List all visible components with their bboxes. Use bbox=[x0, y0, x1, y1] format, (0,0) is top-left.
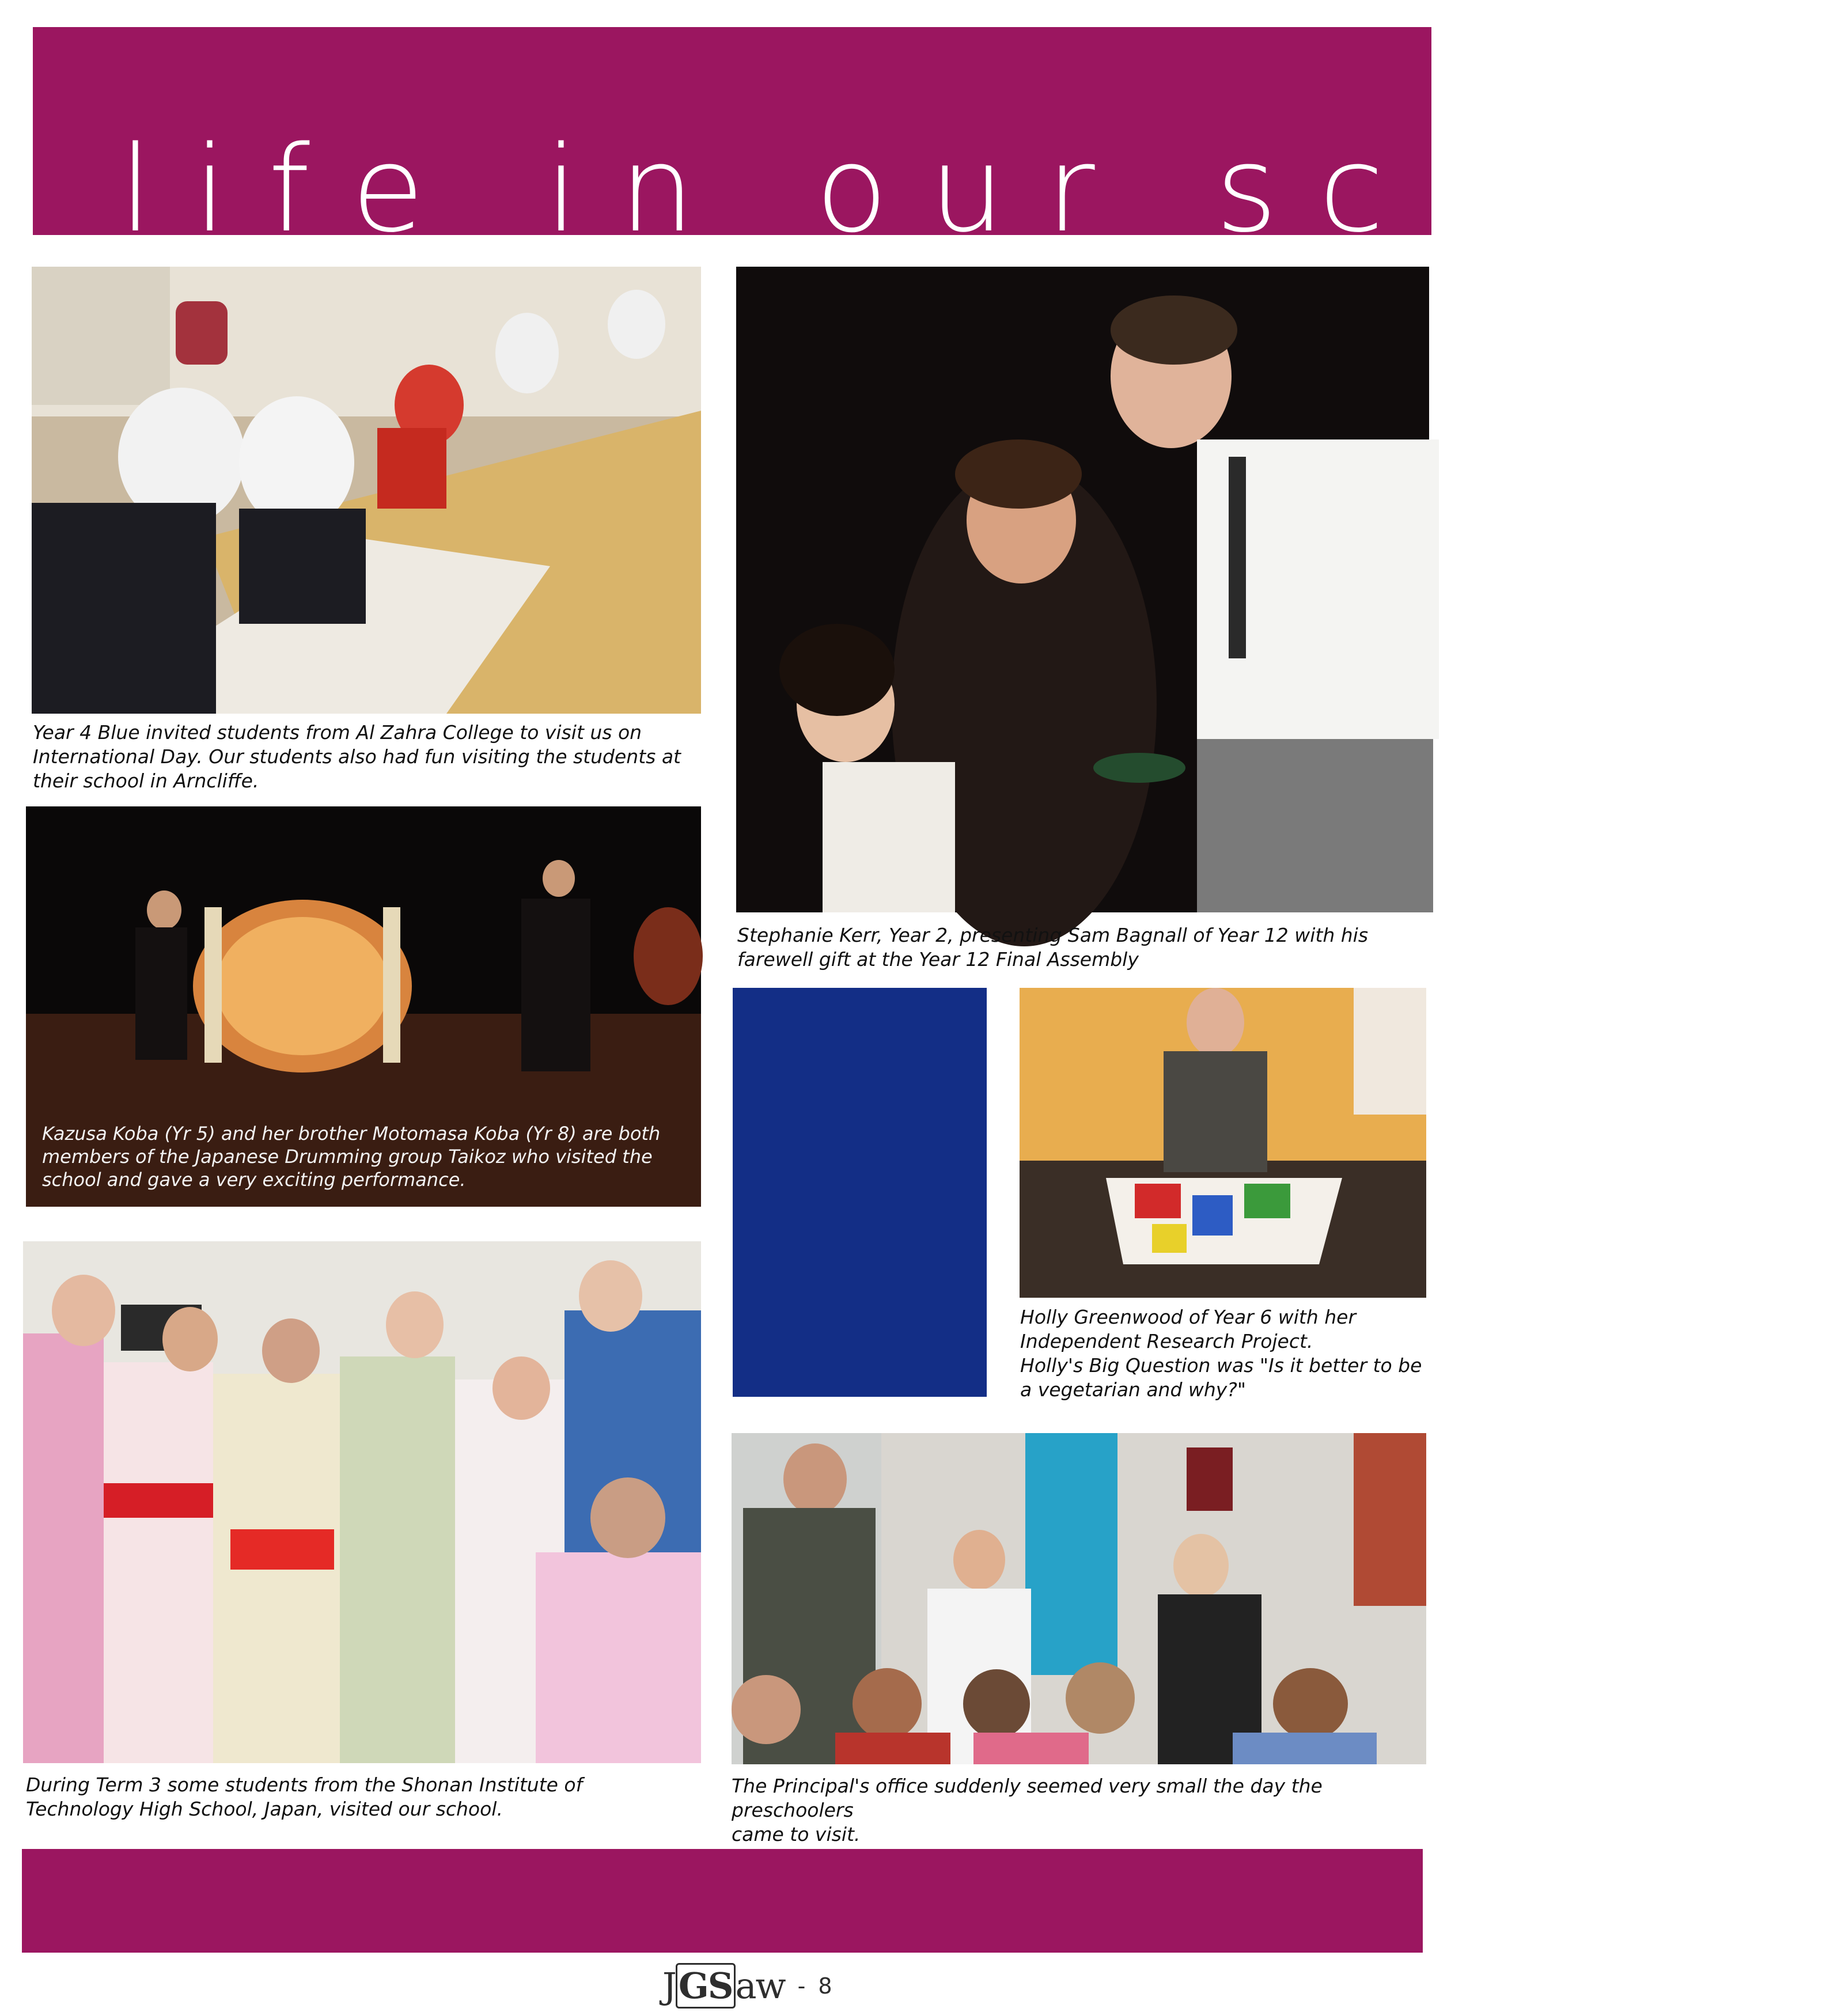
caption-shonan: During Term 3 some students from the Shonan Institute of Technology High School, Japan, visited our school. bbox=[26, 1774, 583, 1820]
caption-farewell: Stephanie Kerr, Year 2, presenting Sam Bagnall of Year 12 with his farewell gift at the Year 12 Final Assembly bbox=[737, 924, 1369, 971]
photo-farewell bbox=[736, 267, 1429, 912]
page-number: 8 bbox=[818, 1973, 832, 1999]
photo-al-zahra bbox=[32, 267, 701, 714]
page-separator: - bbox=[797, 1973, 806, 1999]
caption-drumming: Kazusa Koba (Yr 5) and her brother Motomasa Koba (Yr 8) are both members of the Japanese Drumming group Taikoz who visited the school and gave a very exciting performance. bbox=[42, 1123, 661, 1191]
photo-drumming bbox=[26, 806, 701, 1207]
logo-boxed: GS bbox=[676, 1963, 736, 2009]
page-title: life in our school bbox=[119, 120, 1845, 259]
publication-logo bbox=[662, 1965, 785, 2007]
photo-preschoolers bbox=[732, 1433, 1426, 1764]
footer-brand bbox=[662, 1966, 832, 2006]
blue-color-block bbox=[733, 988, 987, 1397]
caption-preschoolers: The Principal's office suddenly seemed very small the day the preschoolers came to visit. bbox=[732, 1775, 1323, 1846]
logo-prefix: J bbox=[662, 1965, 676, 2007]
footer-band bbox=[22, 1849, 1423, 1953]
header-banner bbox=[33, 27, 1845, 259]
photo-holly bbox=[1020, 988, 1426, 1298]
caption-al-zahra: Year 4 Blue invited students from Al Zahra College to visit us on International Day. Our students also had fun visiting the students at their school in Arncliffe. bbox=[33, 721, 681, 792]
logo-suffix: aw bbox=[735, 1965, 785, 2007]
caption-holly: Holly Greenwood of Year 6 with her Independent Research Project. Holly's Big Question was "Is it better to be a vegetarian and why?" bbox=[1020, 1306, 1422, 1401]
photo-shonan bbox=[23, 1241, 701, 1763]
